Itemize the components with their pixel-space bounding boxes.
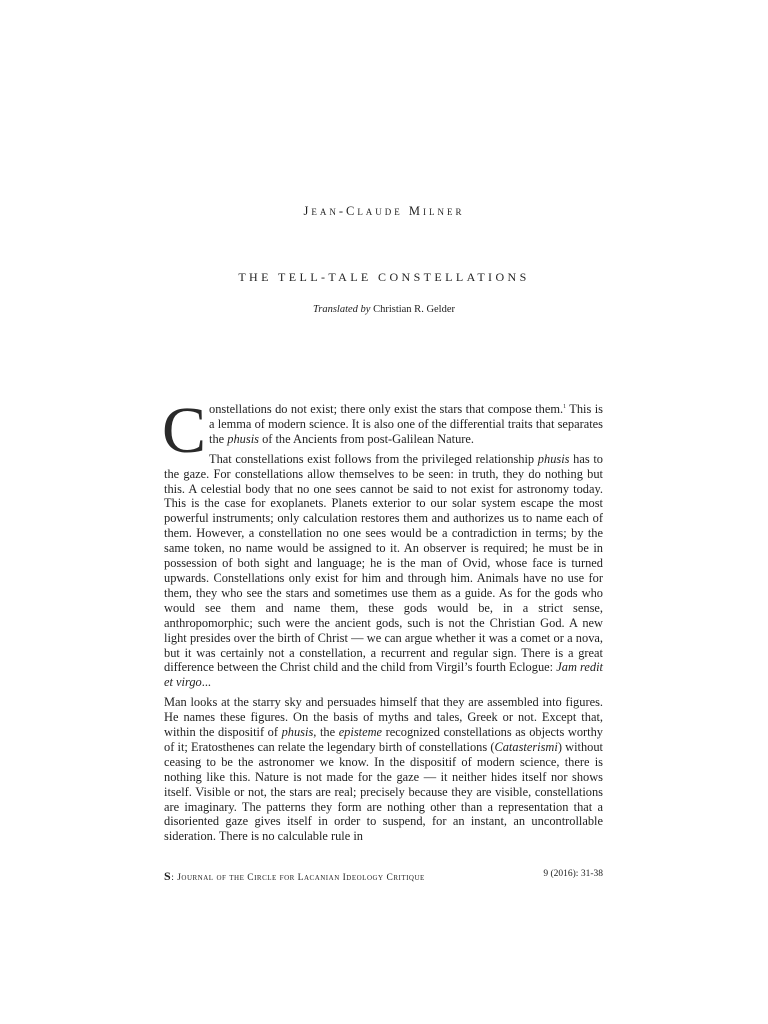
p3-text-d: ) without ceasing to be the astronomer we know. In the dispositif of modern science, there is nothing like this. Nature is not made for the gaze — it neither hides itself nor shows itself. Visible or not, the stars are real; precisely because they are visible, constellations are imaginary. The patterns they form are nothing other than a representation that a disoriented gaze gives itself in order to suspend, for an instant, an uncontrollable sideration. There is no calculable rule in xyxy=(164,739,603,844)
p2-text-c: ... xyxy=(201,675,212,690)
drop-cap: C xyxy=(162,394,207,467)
p3-episteme: episteme xyxy=(338,725,383,740)
p1-phusis: phusis xyxy=(227,431,259,446)
translator-line xyxy=(0,304,768,315)
footnote-ref[interactable]: 1 xyxy=(563,404,567,410)
journal-title xyxy=(164,869,425,884)
p2-latin-quote: Jam redit et virgo xyxy=(164,660,603,690)
paragraph-3 xyxy=(164,695,603,844)
article-title: THE TELL-TALE CONSTELLATIONS xyxy=(238,270,530,284)
journal-name: : Journal of the Circle for Lacanian Ideology Critique xyxy=(171,873,425,883)
p2-phusis: phusis xyxy=(537,451,570,466)
p2-text-a: That constellations exist follows from the privileged relationship xyxy=(209,451,538,466)
p1-text-c: of the Ancients from post-Galilean Nature. xyxy=(258,431,475,446)
article-body xyxy=(162,394,603,849)
p1-text-a: onstellations do not exist; there only exist the stars that compose them. xyxy=(209,402,564,416)
translated-by-label: Translated by xyxy=(312,304,371,315)
p2-text-b: has to the gaze. For constellations allow themselves to be seen: in truth, they do nothing but this. A celestial body that no one sees cannot be said to not exist for astronomy today. This is the case for exoplanets. Planets exterior to our solar system escape the most powerful instruments; only calculation restores them and authorizes us to name each of them. However, a constellation no one sees would be a contradiction in terms; by the same token, no name would be assigned to it. An observer is required; he must be in possession of both sight and language; he is the man of Ovid, whose face is turned upwards. Constellations only exist for him and through him. Animals have no use for them, they who see the stars and sometimes use them as a guide. As for the gods who would see them and name them, these gods would be, in a strict sense, anthropomorphic; such were the ancient gods, such is not the Christian God. A new light presides over the birth of Christ — we can argue whether it was a comet or a nova, but it was certainly not a constellation, a recurrent and regular sign. There is a great difference between the Christ child and the child from Virgil’s fourth Eclogue: xyxy=(164,451,603,675)
p3-text-a: Man looks at the starry sky and persuades himself that they are assembled into figures. He names these figures. On the basis of myths and tales, Greek or not. Except that, within the dispositif of xyxy=(164,695,603,740)
author-name: Jean-Claude Milner xyxy=(303,204,465,218)
page-footer xyxy=(164,869,603,884)
translator-name: Christian R. Gelder xyxy=(373,304,456,315)
journal-s-mark: S xyxy=(164,869,172,883)
p3-catasterismi: Catasterismi xyxy=(494,739,558,754)
p3-text-b: , the xyxy=(313,725,339,740)
issue-pages: 9 (2016): 31-38 xyxy=(543,869,603,879)
p3-phusis: phusis xyxy=(281,725,314,740)
p1-text-b: This is a lemma of modern science. It is also one of the differential traits that separates the xyxy=(209,402,603,446)
p3-text-c: recognized constellations as objects worthy of it; Eratosthenes can relate the legendary birth of constellations ( xyxy=(164,725,603,754)
paragraph-2 xyxy=(164,452,603,691)
